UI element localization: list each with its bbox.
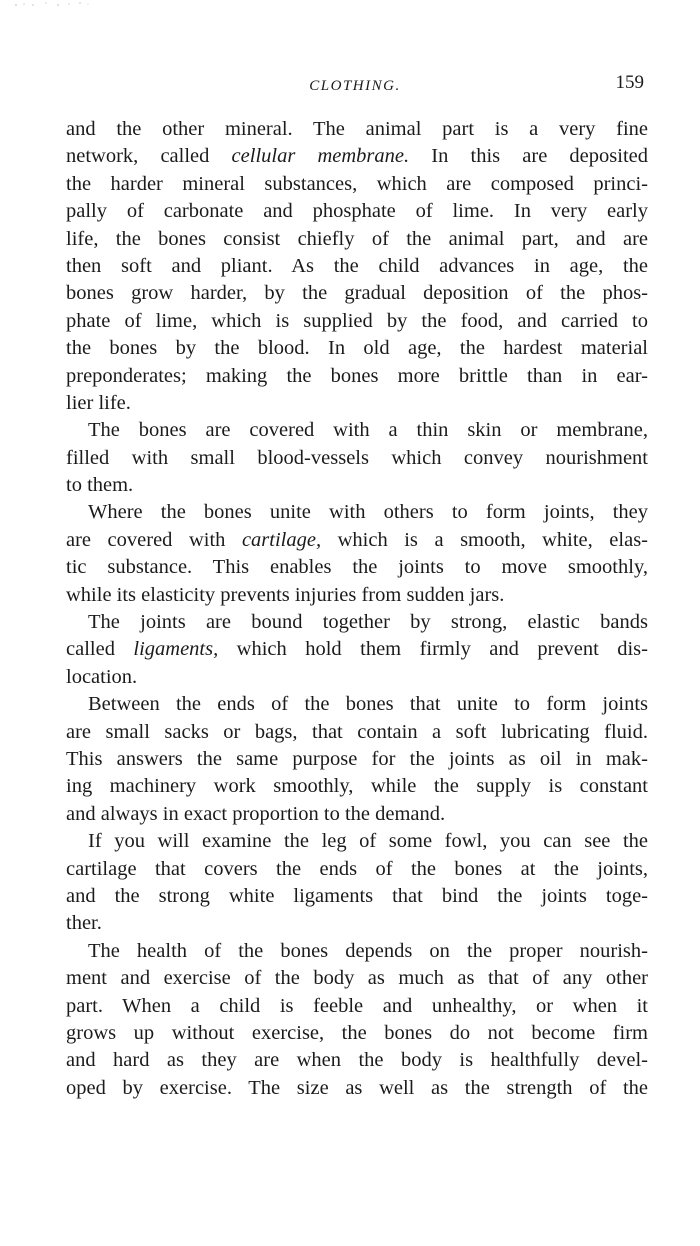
text-line: Where the bones unite with others to form joints, they — [88, 501, 648, 524]
text-line: preponderates; making the bones more brittle than in ear- — [66, 364, 648, 387]
text-line — [66, 527, 648, 554]
text-line: location. — [66, 665, 138, 688]
text-line — [66, 636, 648, 663]
text-line: tic substance. This enables the joints to move smoothly, — [66, 556, 648, 579]
text-segment: which is a smooth, white, elas- — [321, 528, 648, 551]
text-line: The joints are bound together by strong, elastic bands — [88, 611, 648, 634]
text-segment: In this are deposited — [409, 145, 649, 168]
text-line: and hard as they are when the body is healthfully devel- — [66, 1049, 648, 1072]
text-line: the harder mineral substances, which are composed princi- — [66, 172, 648, 195]
text-line: bones grow harder, by the gradual deposition of the phos- — [66, 282, 648, 305]
text-line: are small sacks or bags, that contain a soft lubricating fluid. — [66, 720, 648, 743]
italic-term: cellular membrane. — [231, 145, 410, 168]
text-line: then soft and pliant. As the child advances in age, the — [66, 254, 648, 277]
text-line: filled with small blood-vessels which convey nourishment — [66, 446, 648, 469]
text-line: The health of the bones depends on the proper nourish- — [88, 939, 648, 962]
text-line: ment and exercise of the body as much as that of any other — [66, 967, 648, 990]
scan-smudge — [6, 0, 96, 12]
text-line: pally of carbonate and phosphate of lime. In very early — [66, 200, 648, 223]
text-segment: which hold them firmly and prevent dis- — [218, 638, 648, 661]
text-line: If you will examine the leg of some fowl, you can see the — [88, 830, 648, 853]
text-line: part. When a child is feeble and unhealthy, or when it — [66, 994, 648, 1017]
text-segment: are covered with — [66, 528, 242, 551]
text-line: to them. — [66, 474, 134, 497]
text-line: cartilage that covers the ends of the bones at the joints, — [66, 857, 648, 880]
text-line — [66, 143, 648, 170]
running-head — [60, 72, 650, 100]
text-line: the bones by the blood. In old age, the hardest material — [66, 337, 648, 360]
text-segment: network, called — [66, 145, 232, 168]
text-line: and the other mineral. The animal part is a very fine — [66, 118, 648, 140]
text-line: grows up without exercise, the bones do not become firm — [66, 1021, 648, 1044]
text-segment: called — [66, 638, 134, 661]
page-number: 159 — [615, 72, 644, 93]
text-line: This answers the same purpose for the joints as oil in mak- — [66, 747, 648, 770]
text-line: oped by exercise. The size as well as the strength of the — [66, 1076, 648, 1099]
italic-term: ligaments, — [133, 638, 219, 661]
text-line: The bones are covered with a thin skin or membrane, — [88, 419, 648, 442]
text-line: life, the bones consist chiefly of the animal part, and are — [66, 227, 648, 250]
text-line: while its elasticity prevents injuries from sudden jars. — [66, 583, 505, 606]
text-line: Between the ends of the bones that unite to form joints — [88, 693, 648, 716]
italic-term: cartilage, — [241, 528, 322, 551]
text-line: and always in exact proportion to the demand. — [66, 802, 446, 825]
running-title: CLOTHING. — [309, 78, 401, 94]
text-line: ing machinery work smoothly, while the supply is constant — [66, 775, 648, 798]
text-line: and the strong white ligaments that bind the joints toge- — [66, 884, 648, 907]
text-line: ther. — [66, 912, 102, 935]
text-line: lier life. — [66, 391, 131, 414]
body-text — [66, 116, 648, 1102]
text-line: phate of lime, which is supplied by the food, and carried to — [66, 309, 648, 332]
